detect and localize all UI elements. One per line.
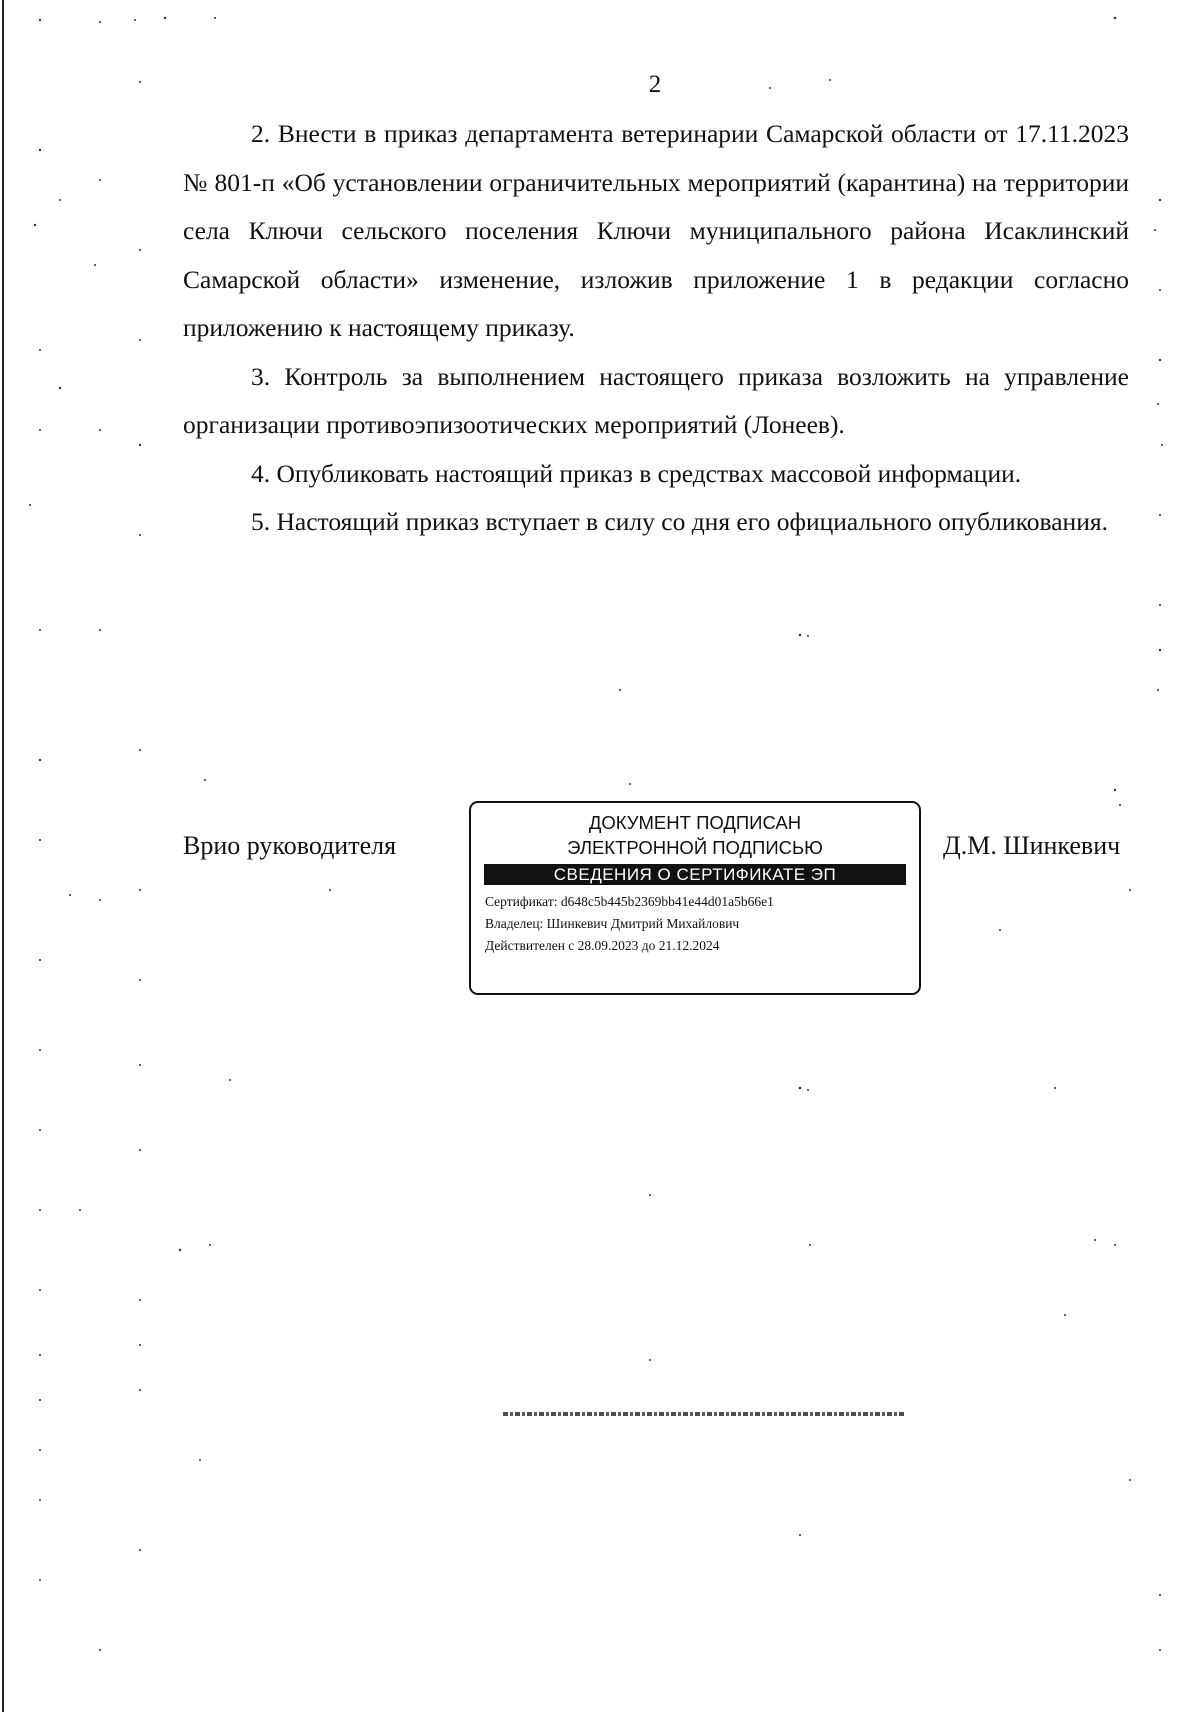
scan-artifact-line (503, 1412, 906, 1416)
certificate-details (485, 891, 919, 957)
signatory-name: Д.М. Шинкевич (943, 831, 1121, 860)
certificate-owner: Владелец: Шинкевич Дмитрий Михайлович (485, 916, 740, 931)
certificate-number: Сертификат: d648c5b445b2369bb41e44d01a5b66e1 (485, 894, 774, 909)
certificate-info-bar: СВЕДЕНИЯ О СЕРТИФИКАТЕ ЭП (484, 864, 906, 885)
stamp-line-2: ЭЛЕКТРОННОЙ ПОДПИСЬЮ (567, 837, 823, 858)
paragraph-4: 4. Опубликовать настоящий приказ в средствах массовой информации. (251, 458, 1022, 488)
paragraph-3: 3. Контроль за выполнением настоящего приказа возложить на управление организации противоэпизоотических мероприятий (Лонеев). (183, 361, 1129, 439)
page-number: 2 (648, 71, 662, 98)
stamp-heading (471, 810, 919, 860)
stamp-line-1: ДОКУМЕНТ ПОДПИСАН (588, 812, 802, 833)
order-body (183, 110, 1129, 547)
paragraph-2: 2. Внести в приказ департамента ветеринарии Самарской области от 17.11.2023 № 801-п «Об установлении ограничительных мероприятий (карантина) на территории села Ключи сельского поселения Ключи муниципального района Исаклинский Самарской области» изменение, изложив приложение 1 в редакции согласно приложению к настоящему приказу. (183, 119, 1129, 342)
paragraph-5: 5. Настоящий приказ вступает в силу со дня его официального опубликования. (251, 507, 1108, 536)
signatory-title: Врио руководителя (183, 831, 397, 860)
certificate-validity: Действителен с 28.09.2023 до 21.12.2024 (485, 938, 720, 953)
electronic-signature-stamp (469, 801, 921, 995)
